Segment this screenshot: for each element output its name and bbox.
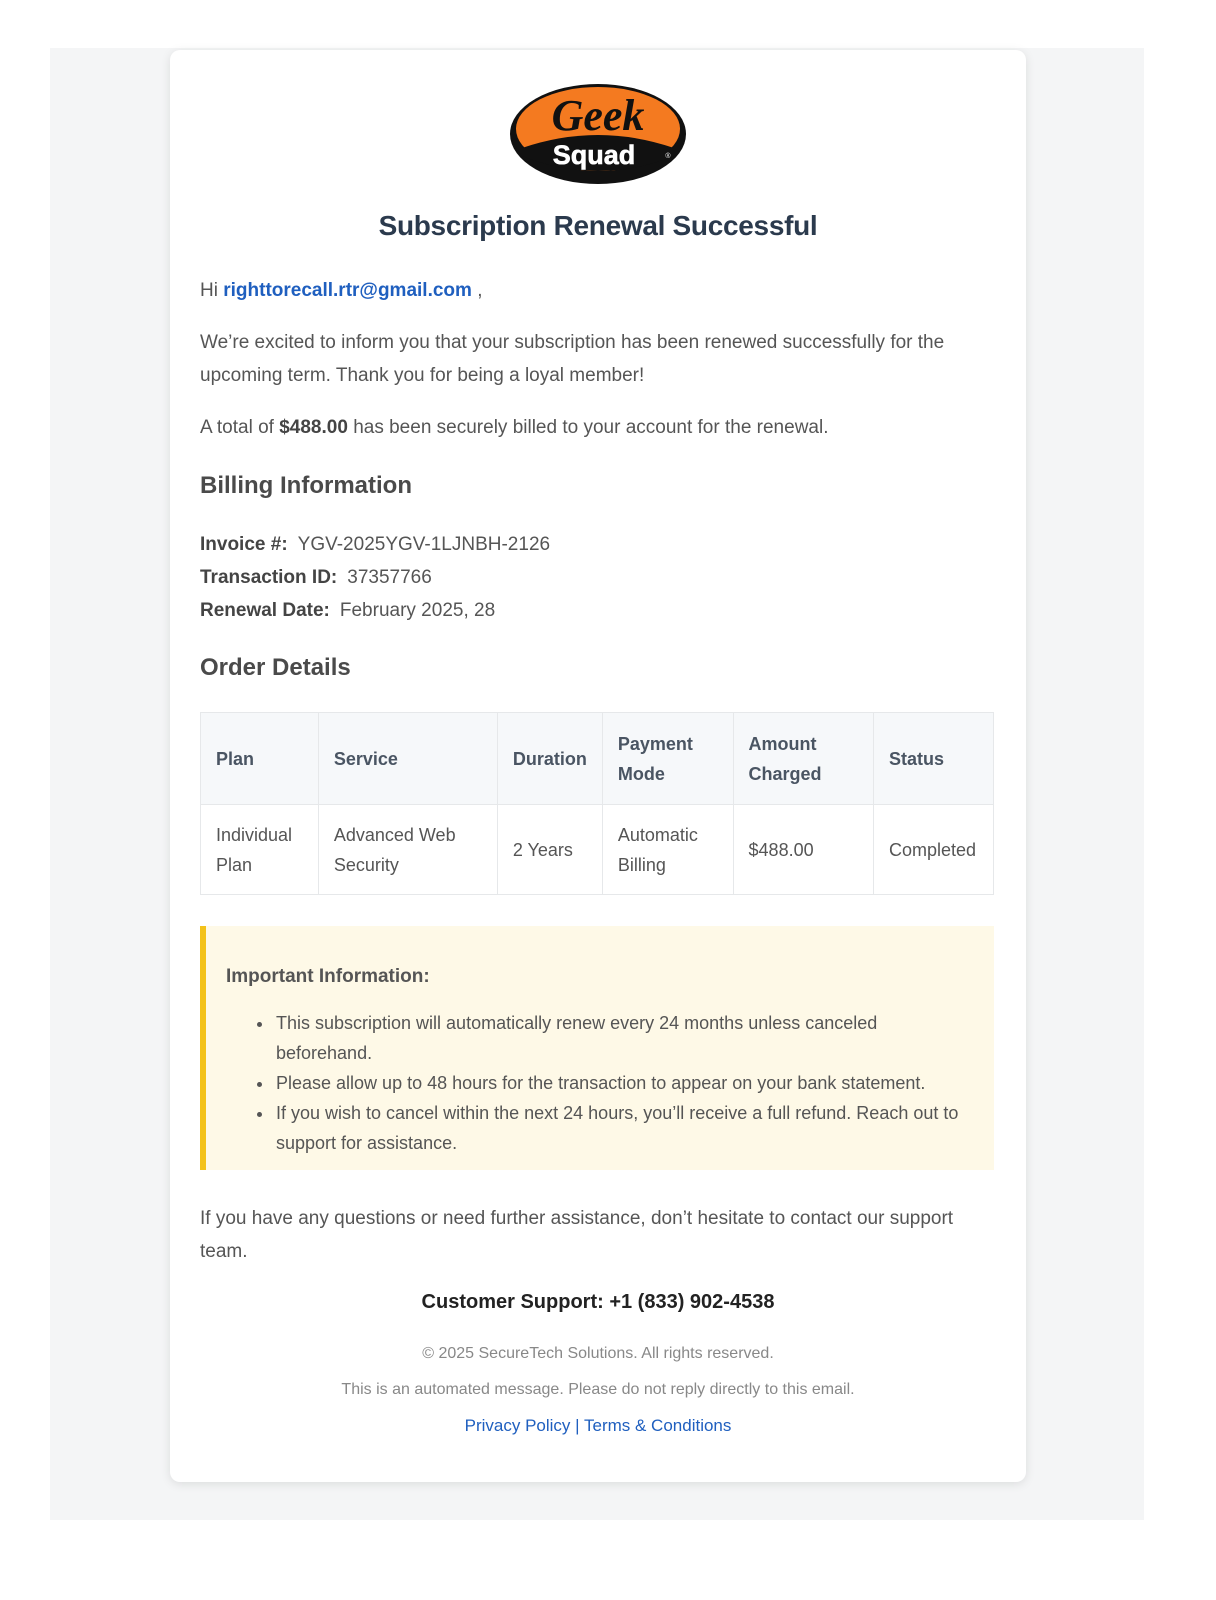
cell-payment-mode: Automatic Billing <box>602 805 733 895</box>
invoice-row <box>200 528 550 561</box>
column-header-payment-mode: Payment Mode <box>602 713 733 805</box>
transaction-row <box>200 561 550 594</box>
list-item: • This subscription will automatically renew every 24 months unless canceled beforehand. <box>274 1008 974 1068</box>
intro-text: We’re excited to inform you that your subscription has been renewed successfully for the upcoming term. Thank you for being a loyal member! <box>200 332 945 386</box>
invoice-value: YGV-2025YGV-1LJNBH-2126 <box>297 534 551 555</box>
renewal-date-value: February 2025, 28 <box>339 600 496 621</box>
email-card <box>170 50 1026 1482</box>
table-row <box>201 805 994 895</box>
closing-text: If you have any questions or need further assistance, don’t hesitate to contact our support team. <box>200 1208 954 1262</box>
customer-support-line: Customer Support: +1 (833) 902-4538 <box>421 1291 775 1313</box>
total-amount: $488.00 <box>279 417 348 438</box>
footer-link-separator: | <box>575 1416 580 1435</box>
important-info-box <box>200 926 994 1170</box>
important-info-title: Important Information: <box>226 966 430 987</box>
order-heading: Order Details <box>200 654 351 681</box>
svg-text:Geek: Geek <box>551 91 645 140</box>
cell-status: Completed <box>873 805 993 895</box>
column-header-service: Service <box>318 713 497 805</box>
important-info-list <box>226 1008 974 1158</box>
svg-text:Squad: Squad <box>552 140 636 170</box>
page-title: Subscription Renewal Successful <box>378 210 818 241</box>
total-suffix: has been securely billed to your account for the renewal. <box>353 417 829 438</box>
footer-links <box>170 1416 1026 1436</box>
billing-heading: Billing Information <box>200 472 412 499</box>
cell-service: Advanced Web Security <box>318 805 497 895</box>
order-table <box>200 712 994 895</box>
total-text <box>200 411 980 444</box>
cell-amount-charged: $488.00 <box>733 805 873 895</box>
greeting-suffix: , <box>477 280 483 301</box>
invoice-label: Invoice #: <box>200 534 288 555</box>
column-header-amount-charged: Amount Charged <box>733 713 873 805</box>
geek-squad-logo <box>508 82 688 186</box>
privacy-policy-link[interactable]: Privacy Policy <box>464 1416 571 1435</box>
list-item: • Please allow up to 48 hours for the transaction to appear on your bank statement. <box>274 1068 974 1098</box>
transaction-label: Transaction ID: <box>200 567 338 588</box>
renewal-date-label: Renewal Date: <box>200 600 330 621</box>
column-header-status: Status <box>873 713 993 805</box>
greeting <box>200 274 980 307</box>
greeting-hi: Hi <box>200 280 218 301</box>
column-header-plan: Plan <box>201 713 319 805</box>
table-header-row <box>201 713 994 805</box>
terms-conditions-link[interactable]: Terms & Conditions <box>584 1416 732 1435</box>
svg-text:®: ® <box>665 153 671 160</box>
total-prefix: A total of <box>200 417 274 438</box>
recipient-email-link[interactable]: righttorecall.rtr@gmail.com <box>223 280 472 301</box>
billing-info <box>200 528 550 627</box>
list-item: • If you wish to cancel within the next 24 hours, you’ll receive a full refund. Reach out to support for assistance. <box>274 1098 974 1158</box>
column-header-duration: Duration <box>497 713 602 805</box>
renewal-date-row <box>200 594 550 627</box>
copyright-text: © 2025 SecureTech Solutions. All rights reserved. <box>422 1345 774 1362</box>
transaction-value: 37357766 <box>347 567 432 588</box>
cell-duration: 2 Years <box>497 805 602 895</box>
cell-plan: Individual Plan <box>201 805 319 895</box>
automated-message-note: This is an automated message. Please do not reply directly to this email. <box>341 1381 855 1398</box>
